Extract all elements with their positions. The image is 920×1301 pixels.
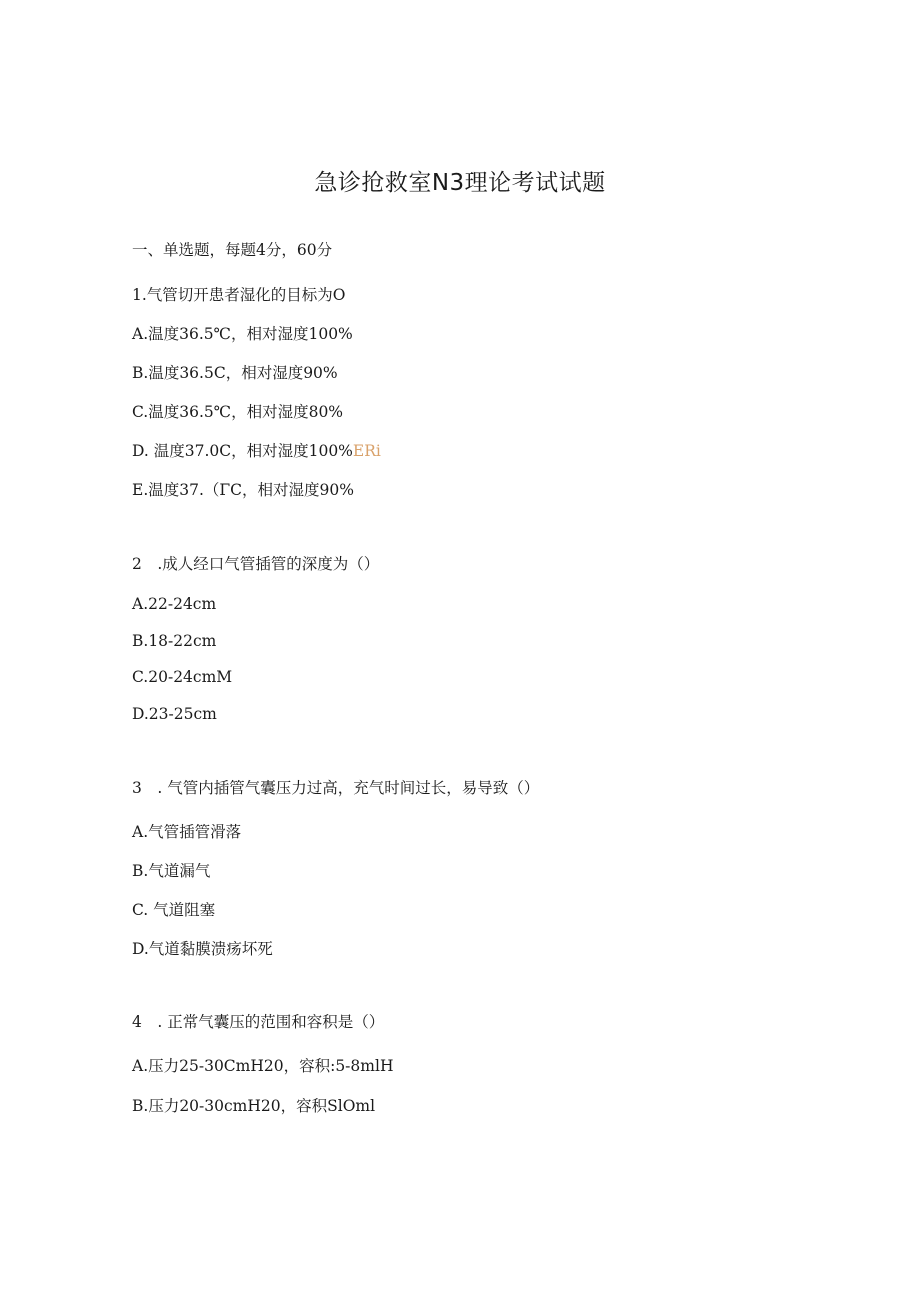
- question-1-option-b: B.温度36.5C，相对湿度90%: [132, 364, 338, 382]
- exam-title: 急诊抢救室N3理论考试试题: [314, 170, 606, 196]
- watermark-annotation: ERi: [352, 442, 381, 460]
- question-1-option-a: A.温度36.5℃，相对湿度100%: [132, 325, 353, 343]
- question-2-option-d: D.23-25cm: [132, 705, 217, 723]
- question-4-option-b: B.压力20-30cmH20，容积SlOml: [132, 1097, 376, 1115]
- question-3-option-d: D.气道黏膜溃疡坏死: [132, 940, 273, 958]
- question-1-option-d: D. 温度37.0C，相对湿度100%: [132, 442, 353, 460]
- question-3-option-b: B.气道漏气: [132, 862, 211, 880]
- question-1-option-c: C.温度36.5℃，相对湿度80%: [132, 403, 344, 421]
- question-4-option-a: A.压力25-30CmH20，容积:5-8mlH: [132, 1057, 394, 1075]
- question-1-option-e: E.温度37.（ΓC，相对湿度90%: [132, 481, 354, 499]
- question-3-option-a: A.气管插管滑落: [132, 823, 242, 841]
- question-2-option-a: A.22-24cm: [132, 595, 217, 613]
- question-1-option-d-row: [132, 439, 381, 461]
- question-2-stem: 2 .成人经口气管插管的深度为（）: [132, 555, 380, 573]
- question-4-stem: 4 . 正常气囊压的范围和容积是（）: [132, 1013, 385, 1031]
- question-2-option-b: B.18-22cm: [132, 632, 217, 650]
- question-1-stem: 1.气管切开患者湿化的目标为O: [132, 286, 346, 304]
- question-2-option-c: C.20-24cmM: [132, 668, 233, 686]
- question-3-stem: 3 . 气管内插管气囊压力过高，充气时间过长，易导致（）: [132, 779, 540, 797]
- section-heading: 一、单选题，每题4分，60分: [132, 241, 333, 259]
- question-3-option-c: C. 气道阻塞: [132, 901, 216, 919]
